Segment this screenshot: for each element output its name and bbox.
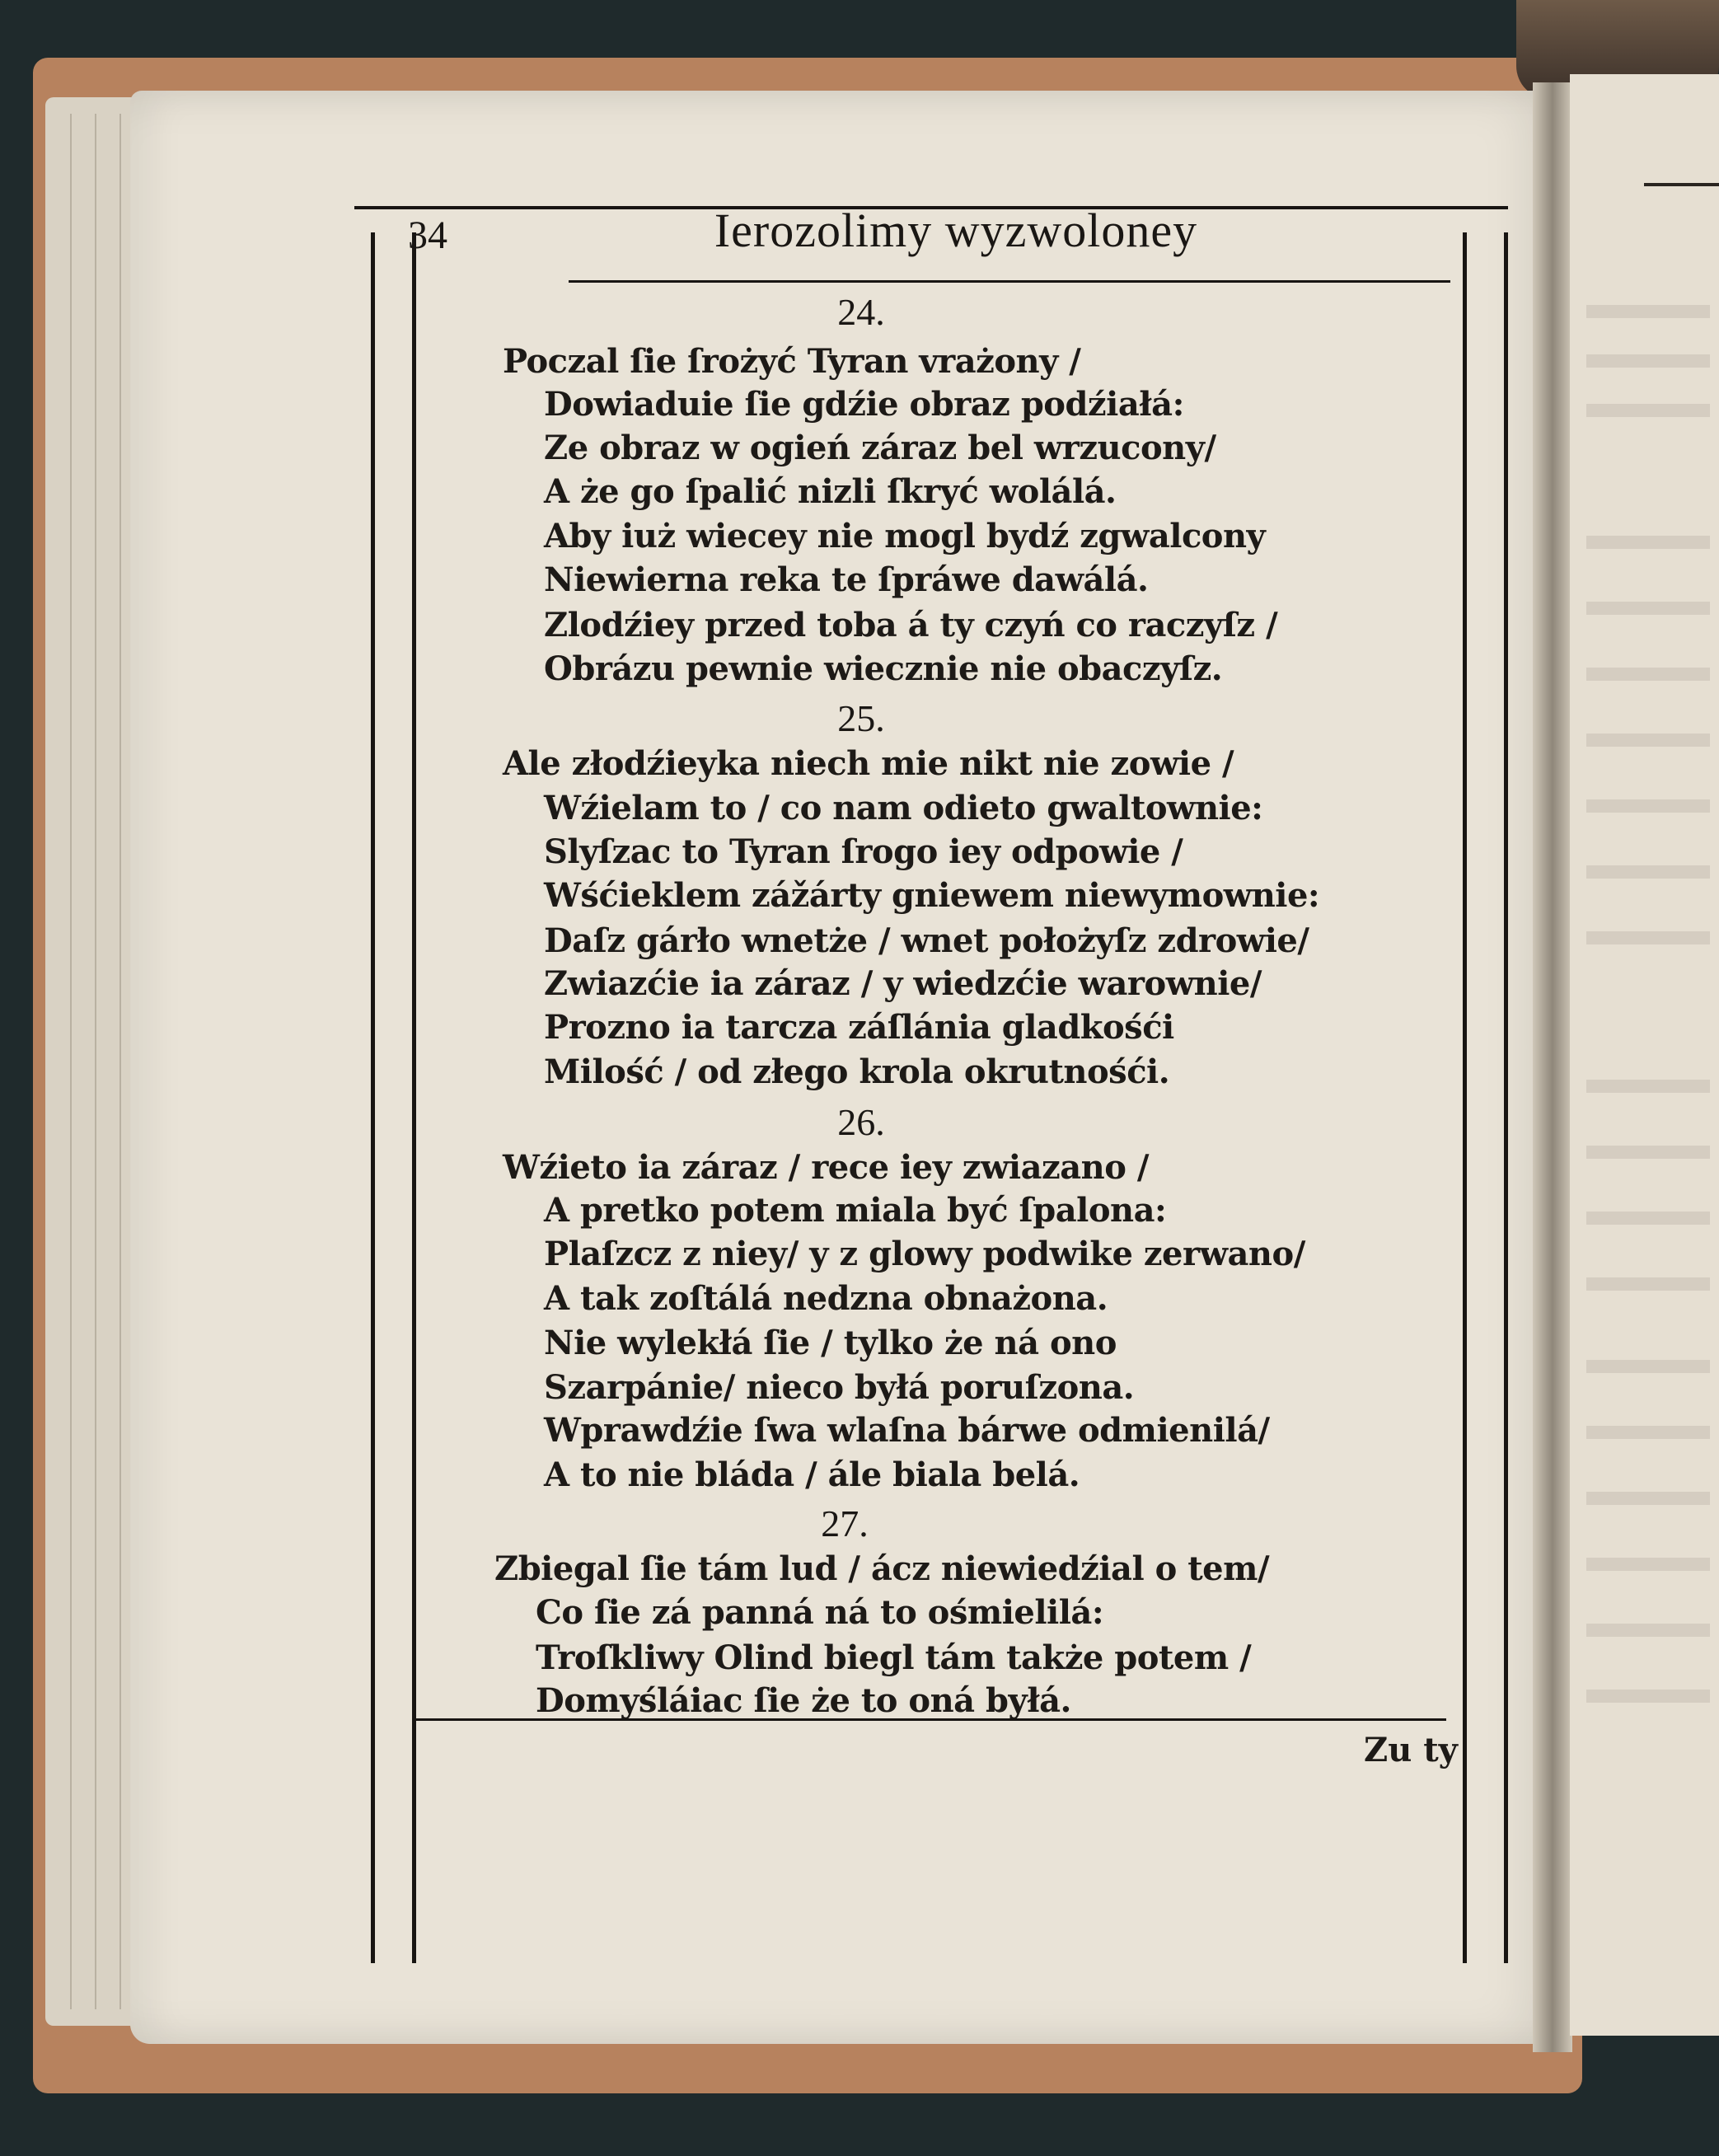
- verse-line: Troſkliwy Olind biegl tám także potem /: [536, 1638, 1252, 1677]
- verse-line: Wśćieklem zážárty gniewem niewymownie:: [544, 876, 1320, 915]
- right-page: [1570, 74, 1719, 2036]
- verse-line: Niewierna reka te ſpráwe dawálá.: [544, 560, 1149, 599]
- right-frame-outer: [1504, 232, 1508, 1963]
- page-edge: [95, 114, 96, 2009]
- head-rule: [569, 280, 1450, 283]
- verse-line: Dowiaduie ſie gdźie obraz podźiałá:: [544, 385, 1184, 424]
- verse-line: Zbiegal ſie tám lud / ácz niewiedźial o tem/: [494, 1549, 1270, 1588]
- verse-line: Daſz gárło wnetże / wnet położyſz zdrowie/: [544, 921, 1309, 960]
- verse-line: Zwiazćie ia záraz / y wiedzćie warownie/: [544, 964, 1262, 1003]
- stanza-number: 26.: [837, 1101, 885, 1143]
- verse-line: Wźieto ia záraz / rece iey zwiazano /: [503, 1148, 1149, 1187]
- verse-line: A tak zoſtálá nedzna obnażona.: [544, 1279, 1108, 1318]
- verse-line: Ze obraz w ogień záraz bel wrzucony/: [544, 429, 1216, 467]
- verse-line: Obrázu pewnie wiecznie nie obaczyſz.: [544, 649, 1223, 688]
- verse-line: Aby iuż wiecey nie mogl bydź zgwalcony: [544, 517, 1266, 555]
- running-head: Ierozolimy wyzwoloney: [714, 204, 1198, 257]
- page-number: 34: [408, 213, 447, 257]
- verse-line: Wprawdźie ſwa wlaſna bárwe odmienilá/: [544, 1411, 1270, 1450]
- left-frame-inner: [412, 232, 416, 1963]
- stanza-number: 24.: [837, 291, 885, 333]
- verse-line: Plaſzcz z niey/ y z glowy podwike zerwano/: [544, 1235, 1305, 1273]
- catchword: Zu ty: [1364, 1731, 1458, 1769]
- verse-line: A że go ſpalić nizli ſkryć wolálá.: [544, 472, 1117, 511]
- verse-line: Domyśláiac ſie że to oná byłá.: [536, 1681, 1071, 1720]
- page-edge: [119, 114, 121, 2009]
- stanza-number: 25.: [837, 697, 885, 739]
- verse-line: Zlodźiey przed toba á ty czyń co raczyſz /: [544, 606, 1278, 644]
- stanza-number: 27.: [821, 1502, 869, 1544]
- page-edge: [70, 114, 72, 2009]
- left-frame-outer: [371, 232, 375, 1963]
- verse-line: Prozno ia tarcza záſlánia gladkośći: [544, 1008, 1174, 1047]
- verse-line: A pretko potem miala być ſpalona:: [544, 1191, 1167, 1230]
- verse-line: Co ſie zá panná ná to ośmielilá:: [536, 1593, 1104, 1632]
- right-frame-inner: [1463, 232, 1467, 1963]
- verse-line: Wźielam to / co nam odieto gwaltownie:: [544, 789, 1263, 827]
- gutter: [1533, 82, 1572, 2052]
- verse-line: A to nie bláda / ále biala belá.: [544, 1455, 1080, 1494]
- verse-line: Milość / od złego krola okrutnośći.: [544, 1052, 1170, 1091]
- verse-line: Poczal ſie ſrożyć Tyran vrażony /: [503, 342, 1081, 381]
- verse-line: Ale złodźieyka niech mie nikt nie zowie /: [503, 744, 1234, 783]
- verse-line: Nie wylekłá ſie / tylko że ná ono: [544, 1324, 1117, 1362]
- verse-line: Slyſzac to Tyran ſrogo iey odpowie /: [544, 832, 1183, 871]
- verse-line: Szarpánie/ nieco byłá poruſzona.: [544, 1368, 1135, 1407]
